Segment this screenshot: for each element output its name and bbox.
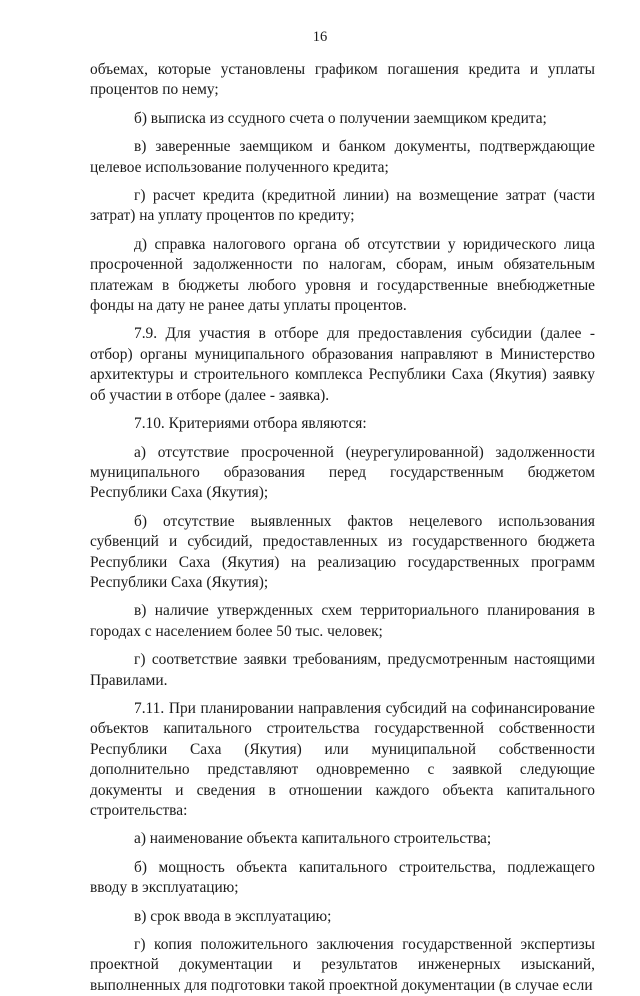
paragraph: б) выписка из ссудного счета о получении заемщиком кредита; [134,109,547,127]
paragraph: б) мощность объекта капитального строительства, подлежащего вводу в эксплуатацию; [90,858,595,897]
paragraph: а) отсутствие просроченной (неурегулированной) задолженности муниципального образования перед государственным бюджетом Республики Саха (Якутия); [90,443,595,502]
paragraph: г) расчет кредита (кредитной линии) на возмещение затрат (части затрат) на уплату процентов по кредиту; [90,187,595,225]
paragraph: в) срок ввода в эксплуатацию; [134,907,332,925]
paragraph: б) отсутствие выявленных фактов нецелевого использования субвенций и субсидий, предоставленных из государственного бюджета Республики Саха (Якутия) на реализацию государственных программ Республики Саха (Якутия); [90,512,595,591]
paragraph: г) соответствие заявки требованиям, предусмотренным настоящими Правилами. [90,651,595,689]
paragraph: объемах, которые установлены графиком погашения кредита и уплаты процентов по нему; [90,61,595,99]
paragraph: 7.9. Для участия в отборе для предоставления субсидии (далее - отбор) органы муниципального образования направляют в Министерство архитектуры и строительного комплекса Республики Саха (Якутия) заявку об участии в отборе (далее - заявка). [90,325,595,404]
paragraph: г) копия положительного заключения государственной экспертизы проектной документации и результатов инженерных изысканий, выполненных для подготовки такой проектной документации (в случае если [90,936,595,994]
paragraph: в) заверенные заемщиком и банком документы, подтверждающие целевое использование полученного кредита; [90,138,595,176]
page-number: 16 [312,29,328,45]
paragraph: 7.10. Критериями отбора являются: [134,415,367,433]
paragraph: а) наименование объекта капитального строительства; [134,830,492,848]
paragraph: 7.11. При планировании направления субсидий на софинансирование объектов капитального строительства государственной собственности Республики Саха (Якутия) или муниципальной собственности дополнительно представляют одновременно с заявкой следующие документы и сведения в отношении каждого объекта капитального строительства: [90,699,595,819]
paragraph: д) справка налогового органа об отсутствии у юридического лица просроченной задолженности по налогам, сборам, иным обязательным платежам в бюджеты любого уровня и государственные внебюджетные фонды на дату не ранее даты уплаты процентов. [90,235,595,315]
document-body [90,60,595,996]
paragraph: в) наличие утвержденных схем территориального планирования в городах с населением более 50 тыс. человек; [90,602,595,640]
